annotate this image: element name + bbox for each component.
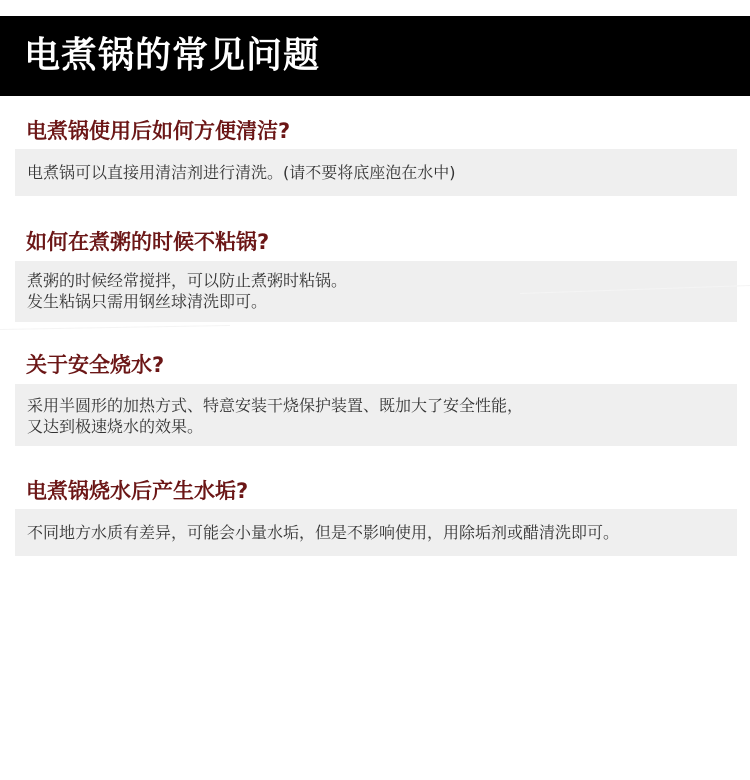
page-title: 电煮锅的常见问题 [24,35,321,76]
faq-answer-line: 采用半圆形的加热方式、特意安装干烧保护装置、既加大了安全性能， [27,396,524,415]
faq-question-scale: 电煮锅烧水后产生水垢? [26,479,249,503]
faq-answer-safe-boiling [15,384,737,446]
header-bar [0,16,750,96]
faq-answer-scale [15,509,737,556]
faq-question-no-stick: 如何在煮粥的时候不粘锅? [26,230,270,254]
faq-answer-line: 发生粘锅只需用钢丝球清洗即可。 [27,292,268,311]
faq-answer-cleaning [15,149,737,196]
faq-answer-line: 煮粥的时候经常搅拌，可以防止煮粥时粘锅。 [27,271,348,290]
faq-answer-no-stick [15,261,737,322]
faq-answer-line: 电煮锅可以直接用清洁剂进行清洗。(请不要将底座泡在水中) [27,163,456,182]
faq-question-cleaning: 电煮锅使用后如何方便清洁? [26,119,291,143]
faq-question-safe-boiling: 关于安全烧水? [26,353,165,377]
faq-answer-line: 又达到极速烧水的效果。 [27,417,204,436]
faq-answer-line: 不同地方水质有差异，可能会小量水垢，但是不影响使用，用除垢剂或醋清洗即可。 [27,523,620,542]
divider [0,325,230,330]
